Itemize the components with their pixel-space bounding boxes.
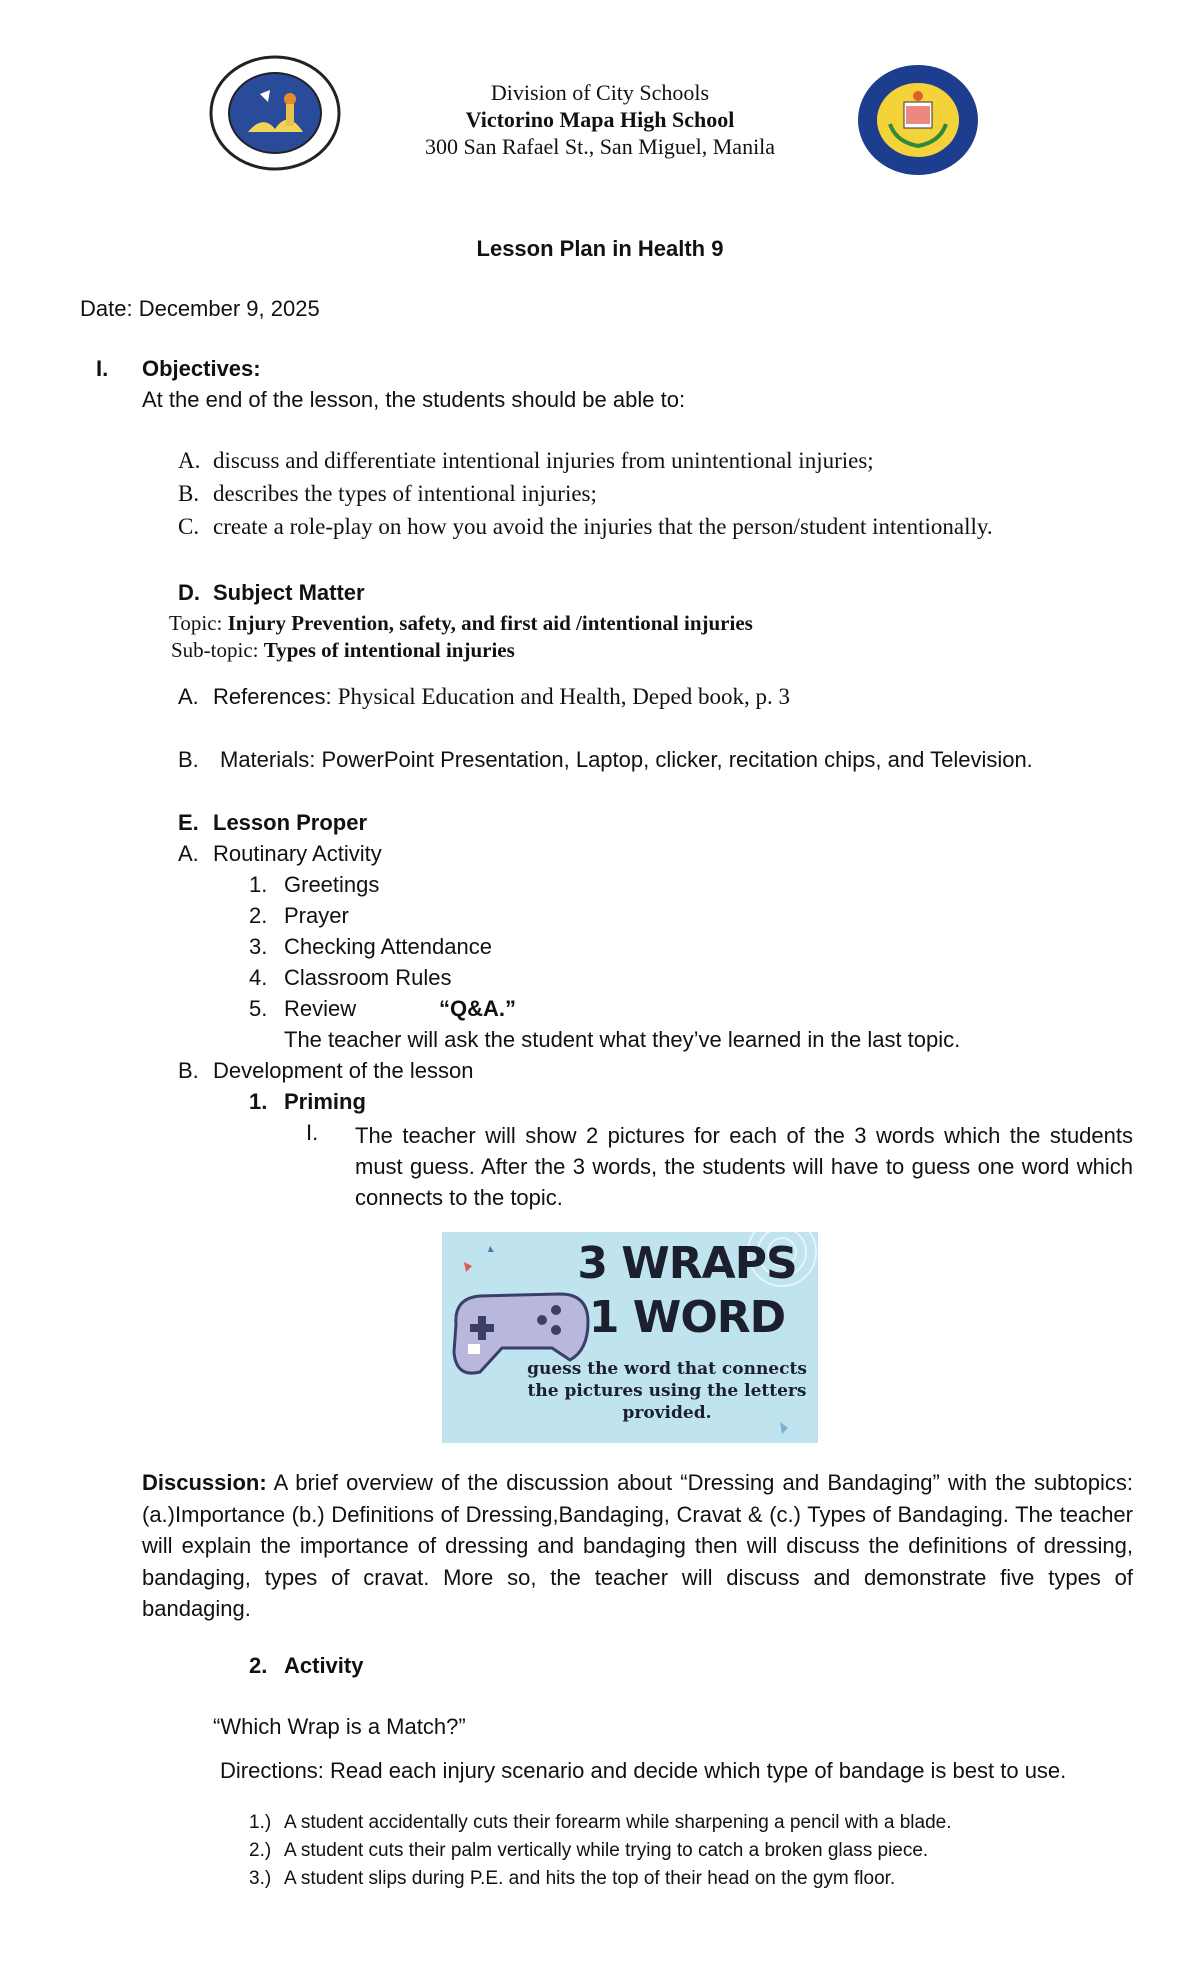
scenario-1-text: A student accidentally cuts their forearm while sharpening a pencil with a blade. [284, 1812, 952, 1833]
game-caption-2: the pictures using the letters [527, 1381, 807, 1401]
materials-letter: B. [178, 747, 199, 772]
scenario-3-num: 3.) [249, 1868, 272, 1889]
routine-4-text: Classroom Rules [284, 965, 452, 990]
review-description: The teacher will ask the student what they’ve learned in the last topic. [284, 1027, 961, 1052]
scenario-3-text: A student slips during P.E. and hits the top of their head on the gym floor. [284, 1868, 896, 1889]
routine-5-num: 5. [249, 996, 268, 1021]
objectives-intro: At the end of the lesson, the students should be able to: [142, 387, 686, 412]
routine-4-num: 4. [249, 965, 268, 990]
header-school: Victorino Mapa High School [465, 107, 735, 132]
objective-a-text: discuss and differentiate intentional injuries from unintentional injuries; [213, 448, 874, 473]
three-wraps-one-word-image [442, 1232, 818, 1443]
discussion-label: Discussion: [142, 1470, 267, 1495]
scenario-2-num: 2.) [249, 1840, 272, 1861]
priming-heading: Priming [284, 1089, 366, 1114]
references-label: References: [213, 684, 332, 709]
scenario-1-num: 1.) [249, 1812, 272, 1833]
discussion-paragraph [142, 1467, 1133, 1625]
objective-c-text: create a role-play on how you avoid the injuries that the person/student intentionally. [213, 514, 993, 539]
routine-2-num: 2. [249, 903, 268, 928]
routine-1-num: 1. [249, 872, 268, 897]
subtopic-line [171, 637, 515, 663]
references-value: Physical Education and Health, Deped book, p. 3 [337, 684, 790, 709]
priming-item-num: I. [306, 1120, 319, 1145]
priming-item-text: The teacher will show 2 pictures for each of the 3 words which the students must guess. After the 3 words, the students will have to guess one word which connects to the topic. [355, 1123, 1133, 1210]
subject-matter-letter: D. [178, 580, 200, 605]
review-title: “Q&A.” [439, 996, 516, 1021]
routine-2-text: Prayer [284, 903, 349, 928]
lesson-proper-heading: Lesson Proper [213, 810, 368, 835]
routinary-heading: Routinary Activity [213, 841, 382, 866]
game-caption-3: provided. [622, 1403, 712, 1423]
routinary-letter: A. [178, 841, 199, 866]
lesson-date: Date: December 9, 2025 [80, 296, 320, 321]
objective-b-text: describes the types of intentional injuries; [213, 481, 597, 506]
activity-heading: Activity [284, 1653, 364, 1678]
header-division: Division of City Schools [490, 80, 710, 105]
game-title-line1: 3 WRAPS [577, 1238, 797, 1289]
game-title-line2: 1 WORD [588, 1292, 786, 1343]
materials-text: Materials: PowerPoint Presentation, Laptop, clicker, recitation chips, and Television. [220, 747, 1033, 772]
scenario-2-text: A student cuts their palm vertically while trying to catch a broken glass piece. [284, 1840, 929, 1861]
activity-title: “Which Wrap is a Match?” [213, 1714, 466, 1739]
routine-3-text: Checking Attendance [284, 934, 492, 959]
topic-label: Topic: [169, 611, 223, 635]
activity-num: 2. [249, 1653, 268, 1678]
references-letter: A. [178, 684, 199, 709]
page-title: Lesson Plan in Health 9 [476, 236, 724, 261]
objective-c-letter: C. [178, 514, 200, 539]
game-caption-1: guess the word that connects [527, 1359, 807, 1379]
priming-num: 1. [249, 1089, 268, 1114]
routine-5-text: Review [284, 996, 357, 1021]
references-line [213, 684, 790, 710]
activity-directions: Directions: Read each injury scenario and decide which type of bandage is best to use. [220, 1758, 1067, 1783]
objective-a-letter: A. [178, 448, 201, 473]
development-heading: Development of the lesson [213, 1058, 474, 1083]
development-letter: B. [178, 1058, 199, 1083]
lesson-proper-letter: E. [178, 810, 199, 835]
objectives-numeral: I. [96, 356, 109, 381]
objective-b-letter: B. [178, 481, 200, 506]
header-address: 300 San Rafael St., San Miguel, Manila [424, 134, 776, 159]
topic-value: Injury Prevention, safety, and first aid /intentional injuries [227, 611, 753, 635]
objectives-heading: Objectives: [142, 356, 261, 381]
routine-1-text: Greetings [284, 872, 380, 897]
subject-matter-heading: Subject Matter [213, 580, 365, 605]
discussion-text: A brief overview of the discussion about “Dressing and Bandaging” with the subtopics: (a.)Importance (b.) Definitions of Dressing,Bandaging, Cravat & (c.) Types of Bandaging. The teacher will explain the importance of dressing and bandaging then will discuss the definitions of dressing, bandaging, types of cravat. More so, the teacher will discuss and demonstrate five types of bandaging. [142, 1470, 1134, 1621]
division-seal-logo [856, 62, 980, 178]
routine-3-num: 3. [249, 934, 268, 959]
topic-line [169, 610, 753, 636]
subtopic-label: Sub-topic: [171, 638, 259, 662]
subtopic-value: Types of intentional injuries [263, 638, 515, 662]
